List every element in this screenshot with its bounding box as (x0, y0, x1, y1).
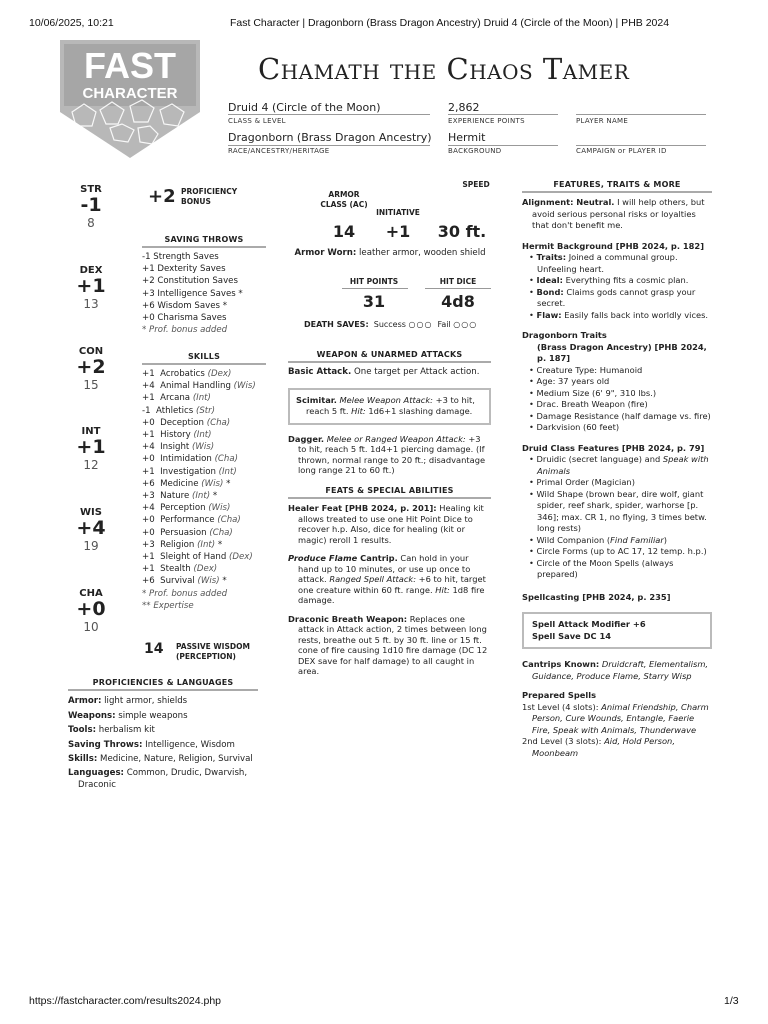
player-name-label: PLAYER NAME (576, 117, 629, 125)
breath-weapon-name: Draconic Breath Weapon: (288, 613, 408, 624)
hit-dice-line (425, 288, 491, 289)
skill-ability: (Int) (192, 393, 211, 404)
ability-modifier: +1 (76, 275, 106, 297)
skill-name: Stealth (160, 564, 191, 575)
hermit-key: Ideal: (536, 275, 563, 285)
dragonborn-trait-text: Drac. Breath Weapon (fire) (536, 399, 648, 409)
skill-ability: (Dex) (229, 552, 253, 563)
skills-note-expertise: ** Expertise (142, 600, 194, 611)
ability-modifier: +0 (76, 598, 106, 620)
hit-points-value: 31 (362, 292, 386, 311)
skill-item (142, 502, 266, 514)
skill-name: Nature (160, 491, 190, 502)
saving-throw-item: +2 Constitution Saves (142, 276, 238, 287)
spellcasting-title: Spellcasting [PHB 2024, p. 235] (522, 591, 671, 602)
druid-feature-text: Wild Companion ( (536, 534, 611, 545)
proficiencies-section (68, 678, 258, 791)
skill-ability: (Wis) (208, 503, 231, 514)
hermit-value: Easily falls back into worldly vices. (564, 309, 709, 320)
features-section (522, 180, 712, 759)
proficiency-value: Intelligence, Wisdom (145, 739, 235, 750)
druid-feature-text: Circle of the Moon Spells (always prepared) (536, 557, 674, 579)
prepared-spells-title: Prepared Spells (522, 690, 597, 700)
skill-name: Investigation (160, 466, 216, 477)
dragonborn-trait-text: Medium Size (6' 9", 310 lbs.) (536, 387, 657, 398)
ability-name: INT (81, 426, 101, 437)
druid-feature: • Primal Order (Magician) (529, 477, 635, 487)
produce-flame-hit-label: Hit: (435, 584, 450, 595)
skill-item (142, 380, 266, 392)
proficiency-value: Medicine, Nature, Religion, Survival (100, 754, 253, 764)
ability-name: WIS (80, 507, 102, 518)
dragonborn-title: Dragonborn Traits (522, 330, 607, 340)
logo-text-fast: FAST (83, 45, 177, 86)
proficiency-bonus-label (181, 187, 237, 207)
proficiency-weapons (68, 709, 258, 724)
spells-level-2 (522, 736, 712, 759)
skill-name: Intimidation (160, 454, 212, 465)
spell-attack-modifier: Spell Attack Modifier +6 (532, 619, 646, 629)
skill-ability: (Cha) (206, 417, 231, 428)
skill-name: Sleight of Hand (160, 552, 227, 563)
skill-bonus: +6 (142, 478, 155, 489)
skill-item (142, 441, 266, 453)
xp-line (448, 114, 558, 115)
ability-score: 8 (87, 216, 95, 230)
armor-worn-value: leather armor, wooden shield (359, 248, 486, 258)
class-level-value: Druid 4 (Circle of the Moon) (228, 101, 381, 114)
skill-bonus: +4 (142, 381, 155, 392)
saving-throws-note: * Prof. bonus added (142, 325, 228, 336)
skill-name: Deception (160, 417, 204, 428)
skill-name: Acrobatics (160, 369, 205, 379)
speed-value: 30 ft. (437, 222, 487, 241)
attacks-title: WEAPON & UNARMED ATTACKS (288, 350, 491, 363)
produce-flame-name: Produce Flame (288, 553, 358, 563)
dragonborn-trait-text: Darkvision (60 feet) (536, 422, 620, 432)
class-level-label: CLASS & LEVEL (228, 117, 286, 125)
scimitar-attack-box (288, 388, 491, 425)
proficiency-value: Common, Drudic, Dwarvish, Draconic (78, 767, 248, 790)
campaign-label: CAMPAIGN or PLAYER ID (576, 147, 667, 155)
saving-throw-item: +1 Dexterity Saves (142, 264, 226, 275)
skill-bonus: +0 (142, 454, 155, 465)
dragonborn-subtitle: (Brass Dragon Ancestry) [PHB 2024, p. 187] (537, 341, 707, 363)
death-fail-circles[interactable]: ○○○ (453, 320, 478, 329)
saving-throw-item: -1 Strength Saves (142, 252, 219, 262)
druid-feature: • Circle of the Moon Spells (always prepared) (529, 557, 674, 579)
skill-ability: (Cha) (217, 515, 241, 526)
character-name: Chamath the Chaos Tamer (258, 52, 630, 86)
skill-item (142, 466, 266, 478)
feats-section (288, 486, 491, 677)
attacks-section (288, 350, 491, 476)
druid-feature: • Circle Forms (up to AC 17, 12 temp. h.p.) (529, 546, 707, 556)
spell-level-value: Aid, Hold Person, Moonbeam (532, 736, 675, 758)
dragonborn-trait: • Damage Resistance (half damage vs. fire) (529, 410, 711, 421)
skill-bonus: +0 (142, 527, 155, 538)
hit-points-line (342, 288, 408, 289)
proficiencies-title: PROFICIENCIES & LANGUAGES (68, 678, 258, 691)
skill-bonus: +4 (142, 503, 155, 514)
proficiency-value: light armor, shields (104, 696, 188, 706)
dagger-attack (288, 434, 491, 476)
features-title: FEATURES, TRAITS & MORE (522, 180, 712, 193)
skill-name: History (160, 430, 191, 441)
skills-list (142, 368, 266, 588)
scimitar-text: +3 to hit, reach 5 ft. (306, 394, 475, 416)
saving-throws-section (142, 235, 266, 336)
hermit-key: Flaw: (536, 309, 562, 320)
dragonborn-trait: • Creature Type: Humanoid (529, 364, 643, 375)
dragonborn-trait-text: Age: 37 years old (536, 376, 610, 386)
skill-ability: (Wis) (192, 442, 215, 453)
passive-label-line1: PASSIVE WISDOM (176, 642, 250, 651)
skill-bonus: +0 (142, 515, 155, 526)
initiative-value: +1 (385, 222, 411, 241)
hermit-value: Everything fits a cosmic plan. (565, 275, 689, 285)
spells-level-1 (522, 702, 712, 737)
druid-feature: • Wild Shape (brown bear, dire wolf, giant spider, reef shark, spider, warhorse [p. 346]; max. CR 1, no flying, 3 times betw. long rests) (529, 488, 707, 533)
spell-save-dc: Spell Save DC 14 (532, 630, 612, 641)
saving-throws-title: SAVING THROWS (142, 235, 266, 248)
druid-feature-text: Primal Order (Magician) (536, 477, 635, 487)
skill-item (142, 405, 266, 417)
xp-label: EXPERIENCE POINTS (448, 117, 525, 125)
skill-name: Medicine (160, 478, 199, 489)
proficiency-key: Weapons: (68, 710, 116, 721)
skill-ability: (Int) (192, 491, 211, 502)
skills-note-prof: * Prof. bonus added (142, 588, 228, 599)
basic-attack-text: One target per Attack action. (353, 367, 480, 377)
armor-class-value: 14 (332, 222, 356, 241)
skill-bonus: +1 (142, 369, 155, 379)
skill-item (142, 392, 266, 404)
skill-marker: * (226, 478, 231, 489)
skill-ability: (Wis) (201, 478, 224, 489)
skill-name: Animal Handling (160, 381, 231, 392)
skill-ability: (Int) (218, 466, 237, 477)
scimitar-name: Scimitar. (296, 394, 337, 405)
hermit-trait: • Traits: Joined a communal group. Unfeeling heart. (529, 252, 678, 274)
death-success-circles[interactable]: ○○○ (408, 320, 433, 329)
hermit-key: Traits: (536, 252, 567, 262)
skill-item (142, 478, 266, 490)
saving-throw-item: +3 Intelligence Saves * (142, 288, 243, 299)
saving-throw-item: +6 Wisdom Saves * (142, 300, 227, 311)
druid-feature-text: Druidic (secret language) and (536, 454, 661, 464)
dagger-text: +3 to hit, reach 5 ft. 1d4+1 piercing damage. (If thrown, normal range to 20 ft.; disadvantage long range 21 to 60 ft.) (298, 433, 486, 475)
scimitar-damage: 1d6+1 slashing damage. (368, 406, 473, 416)
ability-con (72, 346, 110, 392)
background-line (448, 145, 558, 146)
skill-item (142, 453, 266, 465)
ability-cha (72, 588, 110, 634)
healer-feat (288, 503, 491, 545)
ability-score: 19 (83, 539, 99, 553)
skill-bonus: +3 (142, 539, 155, 550)
xp-value: 2,862 (448, 101, 480, 114)
skill-item (142, 429, 266, 441)
dragonborn-trait: • Darkvision (60 feet) (529, 422, 620, 432)
skill-ability: (Int) (197, 539, 216, 550)
hermit-flaw: • Flaw: Easily falls back into worldly vices. (529, 309, 709, 320)
death-saves (304, 320, 477, 329)
skill-ability: (Cha) (214, 454, 238, 465)
druid-feature-italic: Find Familiar (610, 534, 664, 545)
cantrips-known (522, 659, 712, 682)
druid-feature-text: ) (663, 534, 667, 545)
class-level-line (228, 114, 430, 115)
skill-bonus: +1 (142, 564, 155, 575)
hermit-title: Hermit Background [PHB 2024, p. 182] (522, 240, 704, 251)
skill-name: Survival (160, 576, 195, 587)
spell-level-key: 1st Level (4 slots): (522, 701, 599, 712)
campaign-line (576, 145, 706, 146)
saving-throw-item: +0 Charisma Saves (142, 313, 227, 324)
ability-name: DEX (79, 265, 103, 276)
skill-marker: * (217, 539, 223, 550)
breath-weapon (288, 614, 491, 677)
druid-feature-text: Wild Shape (brown bear, dire wolf, giant spider, reef shark, spider, warhorse [p. 346]; max. CR 1, no flying, 3 times betw. long rests) (536, 488, 707, 533)
druid-title: Druid Class Features [PHB 2024, p. 79] (522, 442, 705, 453)
skill-item (142, 368, 266, 380)
print-url[interactable]: https://fastcharacter.com/results2024.php (29, 995, 222, 1007)
spell-stats-box (522, 612, 712, 649)
skill-name: Persuasion (160, 527, 207, 538)
skill-name: Insight (160, 442, 190, 453)
scimitar-hit-label: Hit: (351, 406, 366, 416)
hermit-value: Joined a communal group. Unfeeling heart. (537, 252, 678, 274)
print-page-number: 1/3 (724, 995, 739, 1007)
dragonborn-trait-text: Creature Type: Humanoid (536, 364, 643, 375)
healer-feat-name: Healer Feat [PHB 2024, p. 201]: (288, 503, 437, 513)
skill-item (142, 527, 266, 539)
skill-name: Arcana (160, 393, 191, 404)
breath-weapon-text: Replaces one attack in Attack action, 2 times between long rests, breathe out 5 ft. by 30 ft. line or 15 ft. cone of fire causing 1d10 fire damage (DC 12 DEX save for half damage) to all caught in area. (298, 613, 488, 676)
proficiency-key: Languages: (68, 767, 124, 778)
hit-dice-value: 4d8 (441, 292, 475, 311)
skill-ability: (Int) (193, 430, 212, 441)
alignment (522, 197, 712, 232)
passive-wisdom-value: 14 (144, 641, 164, 657)
scimitar-type: Melee Weapon Attack: (339, 394, 433, 405)
skill-bonus: +1 (142, 430, 155, 441)
druid-feature-italic: Speak with Animals (537, 454, 709, 476)
skill-bonus: +0 (142, 417, 155, 428)
ability-score: 15 (83, 378, 99, 392)
proficiency-saving-throws (68, 738, 258, 753)
print-datetime: 10/06/2025, 10:21 (29, 17, 114, 29)
logo-text-character: CHARACTER (82, 85, 178, 102)
ability-name: STR (80, 184, 102, 195)
skill-bonus: -1 (142, 405, 151, 416)
skill-marker: * (212, 491, 218, 502)
proficiency-languages (68, 767, 258, 791)
skill-bonus: +6 (142, 576, 155, 587)
proficiency-value: herbalism kit (98, 725, 155, 735)
passive-wisdom-label (176, 642, 250, 662)
ability-name: CON (78, 346, 104, 357)
skill-item (142, 551, 266, 563)
skill-bonus: +1 (142, 393, 155, 404)
skill-item (142, 417, 266, 429)
dagger-name: Dagger. (288, 433, 325, 444)
proficiency-key: Armor: (68, 696, 102, 706)
skill-ability: (Dex) (193, 564, 218, 575)
ability-modifier: -1 (80, 194, 102, 216)
armor-class-label: ARMOR CLASS (AC) (320, 190, 368, 209)
ability-name: CHA (79, 588, 103, 599)
skill-name: Performance (160, 515, 215, 526)
initiative-label: INITIATIVE (376, 208, 420, 217)
produce-flame-damage: 1d8 fire damage. (298, 584, 485, 605)
skill-name: Athletics (156, 405, 194, 416)
skill-bonus: +1 (142, 466, 155, 477)
skill-bonus: +4 (142, 442, 155, 453)
skill-ability: (Str) (195, 405, 216, 416)
feats-title: FEATS & SPECIAL ABILITIES (288, 486, 491, 499)
death-saves-label: DEATH SAVES: (304, 320, 369, 329)
proficiency-tools (68, 723, 258, 738)
skill-bonus: +3 (142, 491, 155, 502)
produce-flame-cantrip-label: Cantrip. (360, 553, 398, 563)
dragonborn-trait: • Age: 37 years old (529, 376, 610, 386)
cantrips-key: Cantrips Known: (522, 659, 600, 669)
basic-attack (288, 367, 491, 379)
healer-feat-text: Healing kit allows treated to use one Hit Point Dice to recover h.p. Also, dice for healing (kit or magic) reroll 1 results. (298, 503, 484, 545)
ability-score: 12 (83, 458, 99, 472)
skill-bonus: +1 (142, 552, 155, 563)
skill-name: Perception (160, 503, 206, 514)
dragonborn-trait: • Drac. Breath Weapon (fire) (529, 399, 648, 409)
background-value: Hermit (448, 131, 486, 144)
fast-character-logo (60, 40, 200, 158)
race-line (228, 145, 430, 146)
skill-ability: (Cha) (209, 527, 233, 538)
skill-item (142, 539, 266, 551)
skills-section (142, 352, 266, 612)
proficiency-key: Saving Throws: (68, 739, 143, 750)
hit-points-label: HIT POINTS (349, 277, 399, 286)
hermit-key: Bond: (536, 286, 564, 297)
spell-level-value: Animal Friendship, Charm Person, Cure Wounds, Entangle, Faerie Fire, Speak with Animals, Thunderwave (532, 701, 709, 735)
skill-name: Religion (160, 539, 195, 550)
ability-int (72, 426, 110, 472)
skill-ability: (Wis) (233, 381, 256, 392)
druid-feature: • Wild Companion (Find Familiar) (529, 534, 667, 545)
print-page-title: Fast Character | Dragonborn (Brass Dragon Ancestry) Druid 4 (Circle of the Moon) | PHB 2024 (230, 17, 670, 29)
speed-label: SPEED (462, 180, 490, 189)
armor-worn (290, 248, 490, 258)
skill-marker: * (222, 576, 227, 587)
skill-item (142, 514, 266, 526)
dragonborn-trait-text: Damage Resistance (half damage vs. fire) (536, 410, 711, 421)
alignment-key: Alignment: Neutral. (522, 197, 615, 207)
proficiency-bonus-value: +2 (148, 186, 176, 207)
ability-dex (72, 265, 110, 311)
ability-score: 10 (83, 620, 99, 634)
proficiency-value: simple weapons (118, 710, 188, 721)
dagger-type: Melee or Ranged Weapon Attack: (326, 433, 466, 444)
hermit-bond: • Bond: Claims gods cannot grasp your secret. (529, 286, 696, 308)
proficiency-label-line1: PROFICIENCY (181, 187, 238, 196)
produce-flame-text-2: +6 to hit, target one creature within 60 ft. range. (298, 574, 486, 595)
cantrips-value: Druidcraft, Elementalism, Guidance, Produce Flame, Starry Wisp (532, 659, 709, 681)
spell-level-key: 2nd Level (3 slots): (522, 736, 602, 746)
produce-flame (288, 553, 491, 606)
ability-str (72, 184, 110, 230)
druid-feature-text: Circle Forms (up to AC 17, 12 temp. h.p.) (536, 546, 707, 556)
armor-worn-label: Armor Worn: (294, 248, 357, 258)
ability-modifier: +4 (76, 517, 106, 539)
dragonborn-trait: • Medium Size (6' 9", 310 lbs.) (529, 387, 657, 398)
ability-modifier: +2 (76, 356, 106, 378)
proficiency-armor (68, 694, 258, 709)
druid-feature: • Druidic (secret language) and Speak with Animals (529, 454, 709, 476)
produce-flame-text: Can hold in your hand up to 10 minutes, or use up once to attack. (298, 553, 471, 584)
race-label: RACE/ANCESTRY/HERITAGE (228, 147, 330, 155)
death-success-label: Success (373, 320, 406, 329)
hermit-ideal: • Ideal: Everything fits a cosmic plan. (529, 275, 689, 285)
proficiency-skills (68, 752, 258, 767)
skill-item (142, 490, 266, 502)
ability-modifier: +1 (76, 436, 106, 458)
player-name-line (576, 114, 706, 115)
ability-wis (72, 507, 110, 553)
proficiency-label-line2: BONUS (181, 197, 211, 206)
hit-dice-label: HIT DICE (439, 277, 477, 286)
race-value: Dragonborn (Brass Dragon Ancestry) (228, 131, 432, 144)
skill-item (142, 563, 266, 575)
proficiency-key: Tools: (68, 725, 97, 735)
skill-ability: (Dex) (207, 369, 232, 379)
produce-flame-ranged-label: Ranged Spell Attack: (329, 574, 417, 584)
death-fail-label: Fail (437, 320, 451, 329)
passive-label-line2: (PERCEPTION) (176, 652, 236, 661)
proficiency-key: Skills: (68, 754, 98, 764)
skills-title: SKILLS (142, 352, 266, 365)
hermit-value: Claims gods cannot grasp your secret. (537, 286, 696, 308)
background-label: BACKGROUND (448, 147, 502, 155)
basic-attack-label: Basic Attack. (288, 367, 352, 377)
alignment-value: I will help others, but avoid serious personal risks or loyalties that don't benefit me. (532, 197, 705, 230)
skill-ability: (Wis) (197, 576, 220, 587)
ability-score: 13 (83, 297, 99, 311)
skill-item (142, 575, 266, 587)
